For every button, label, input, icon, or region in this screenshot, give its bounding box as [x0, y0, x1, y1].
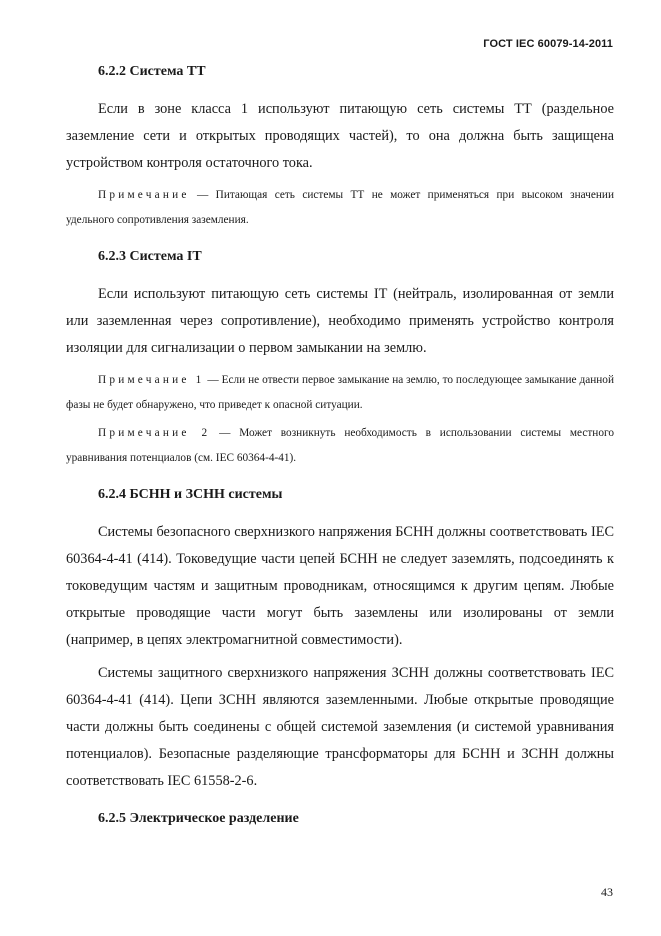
standard-header: ГОСТ IEC 60079-14-2011: [483, 38, 613, 50]
note-label: Примечание 1: [98, 374, 205, 386]
section-heading-6-2-5: 6.2.5 Электрическое разделение: [98, 811, 299, 826]
note-dash: —: [196, 189, 209, 201]
note-text: Питающая сеть системы ТТ не может применяться при высоком значении удельного сопротивления заземления.: [66, 189, 615, 226]
section-heading-6-2-3: 6.2.3 Система IT: [98, 249, 202, 264]
section-heading-6-2-2: 6.2.2 Система ТТ: [98, 64, 206, 79]
paragraph: Системы безопасного сверхнизкого напряжения БСНН должны соответствовать IEC 60364-4-41 (414). Токоведущие части цепей БСНН не следует заземлять, подсоединять к токоведущим частям и защитным проводникам, относящимся к другим цепям. Любые открытые проводящие части могут быть заземлены или изолированы от земли (например, в цепях электромагнитной совместимости).: [66, 524, 614, 648]
paragraph: Если используют питающую сеть системы IT (нейтраль, изолированная от земли или заземленная через сопротивление), необходимо применять устройство контроля изоляции для сигнализации о первом замыкании на землю.: [66, 286, 614, 356]
note-dash: —: [219, 427, 231, 439]
note-text: Если не отвести первое замыкание на землю, то последующее замыкание данной фазы не будет обнаружено, что приведет к опасной ситуации.: [66, 374, 614, 411]
note-text: Может возникнуть необходимость в использовании системы местного уравнивания потенциалов (см. IEC 60364-4-41).: [66, 427, 614, 464]
page-number: 43: [601, 885, 613, 899]
note-label: Примечание: [98, 189, 190, 201]
paragraph: Системы защитного сверхнизкого напряжения ЗСНН должны соответствовать IEC 60364-4-41 (414). Цепи ЗСНН являются заземленными. Любые открытые проводящие части должны быть соединены с общей системой заземления (и системой уравнивания потенциалов). Безопасные разделяющие трансформаторы для БСНН и ЗСНН должны соответствовать IEC 61558-2-6.: [66, 665, 614, 789]
note: [66, 368, 614, 418]
note: [66, 183, 614, 233]
paragraph: Если в зоне класса 1 используют питающую сеть системы ТТ (раздельное заземление сети и открытых проводящих частей), то она должна быть защищена устройством контроля остаточного тока.: [66, 101, 614, 171]
page-content: [66, 62, 614, 829]
note: [66, 421, 614, 471]
note-dash: —: [207, 374, 219, 386]
section-heading-6-2-4: 6.2.4 БСНН и ЗСНН системы: [98, 487, 283, 502]
note-label: Примечание 2: [98, 427, 211, 439]
